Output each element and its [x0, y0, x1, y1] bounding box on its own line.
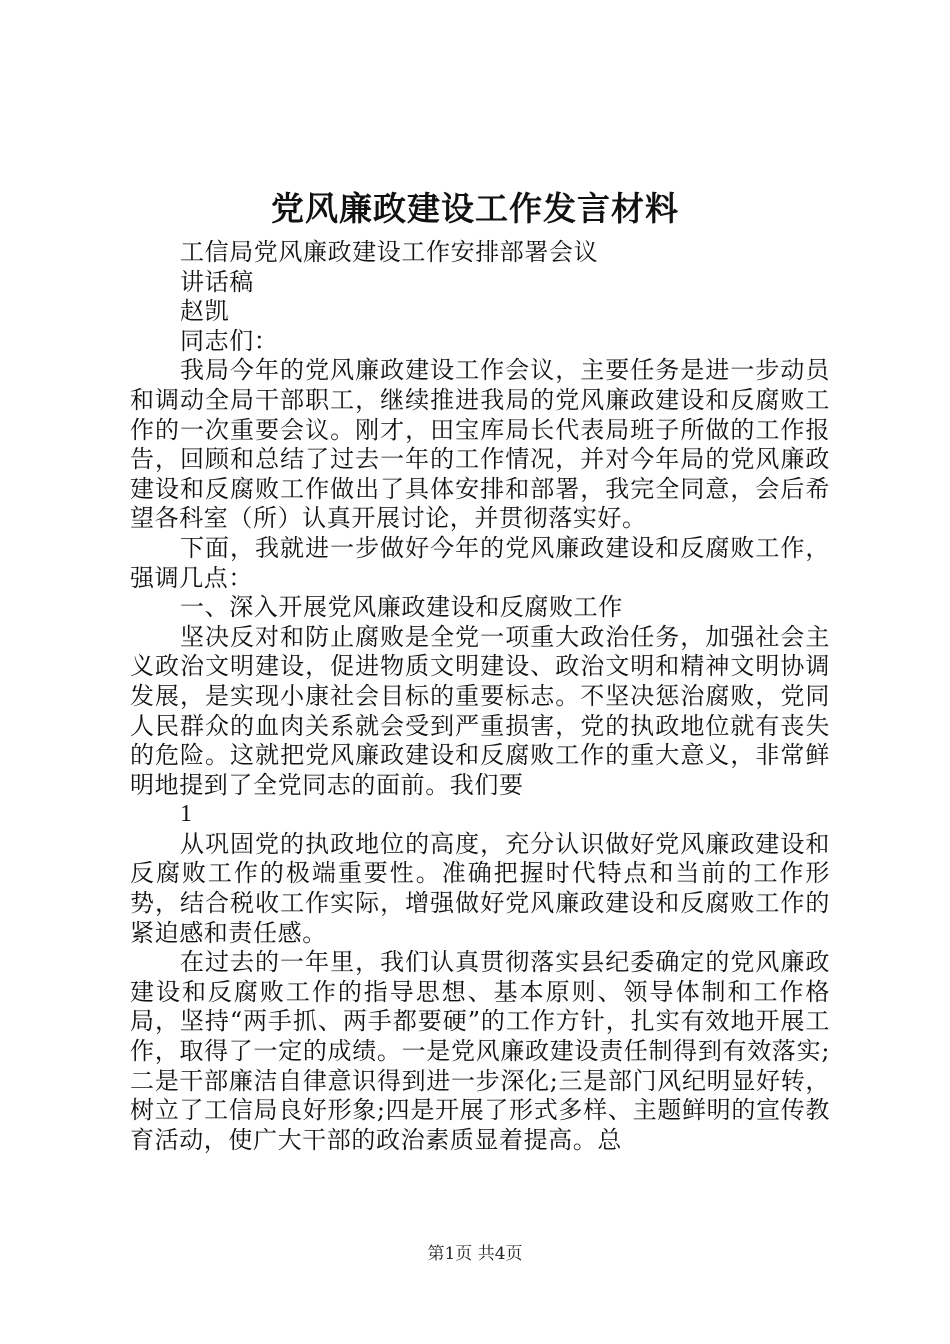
- paragraph: 下面，我就进一步做好今年的党风廉政建设和反腐败工作，强调几点：: [130, 533, 830, 592]
- document-body: [130, 238, 830, 1155]
- header-line-author: 赵凯: [180, 297, 230, 326]
- header-line-type: 讲话稿: [180, 267, 254, 296]
- paragraph: 在过去的一年里，我们认真贯彻落实县纪委确定的党风廉政建设和反腐败工作的指导思想、基本原则、领导体制和工作格局，坚持“两手抓、两手都要硬”的工作方针，扎实有效地开展工作，取得了一定的成绩。一是党风廉政建设责任制得到有效落实;二是干部廉洁自律意识得到进一步深化;三是部门风纪明显好转，树立了工信局良好形象;四是开展了形式多样、主题鲜明的宣传教育活动，使广大干部的政治素质显着提高。总: [130, 948, 830, 1154]
- paragraph: 我局今年的党风廉政建设工作会议，主要任务是进一步动员和调动全局干部职工，继续推进我局的党风廉政建设和反腐败工作的一次重要会议。刚才，田宝库局长代表局班子所做的工作报告，回顾和总结了过去一年的工作情况，并对今年局的党风廉政建设和反腐败工作做出了具体安排和部署，我完全同意，会后希望各科室（所）认真开展讨论，并贯彻落实好。: [130, 356, 830, 533]
- section-heading: 一、深入开展党风廉政建设和反腐败工作: [180, 593, 623, 622]
- header-line-department: 工信局党风廉政建设工作安排部署会议: [180, 238, 599, 266]
- paragraph: 从巩固党的执政地位的高度，充分认识做好党风廉政建设和反腐败工作的极端重要性。准确把握时代特点和当前的工作形势，结合税收工作实际，增强做好党风廉政建设和反腐败工作的紧迫感和责任感。: [130, 829, 830, 947]
- page-footer: 第1页 共4页: [427, 1244, 523, 1264]
- header-line-salutation: 同志们：: [180, 326, 279, 355]
- paragraph: 坚决反对和防止腐败是全党一项重大政治任务，加强社会主义政治文明建设，促进物质文明建设、政治文明和精神文明协调发展，是实现小康社会目标的重要标志。不坚决惩治腐败，党同人民群众的血肉关系就会受到严重损害，党的执政地位就有丧失的危险。这就把党风廉政建设和反腐败工作的重大意义，非常鲜明地提到了全党同志的面前。我们要: [130, 622, 830, 799]
- document-title: 党风廉政建设工作发言材料: [271, 189, 679, 228]
- inline-page-number: 1: [180, 801, 193, 828]
